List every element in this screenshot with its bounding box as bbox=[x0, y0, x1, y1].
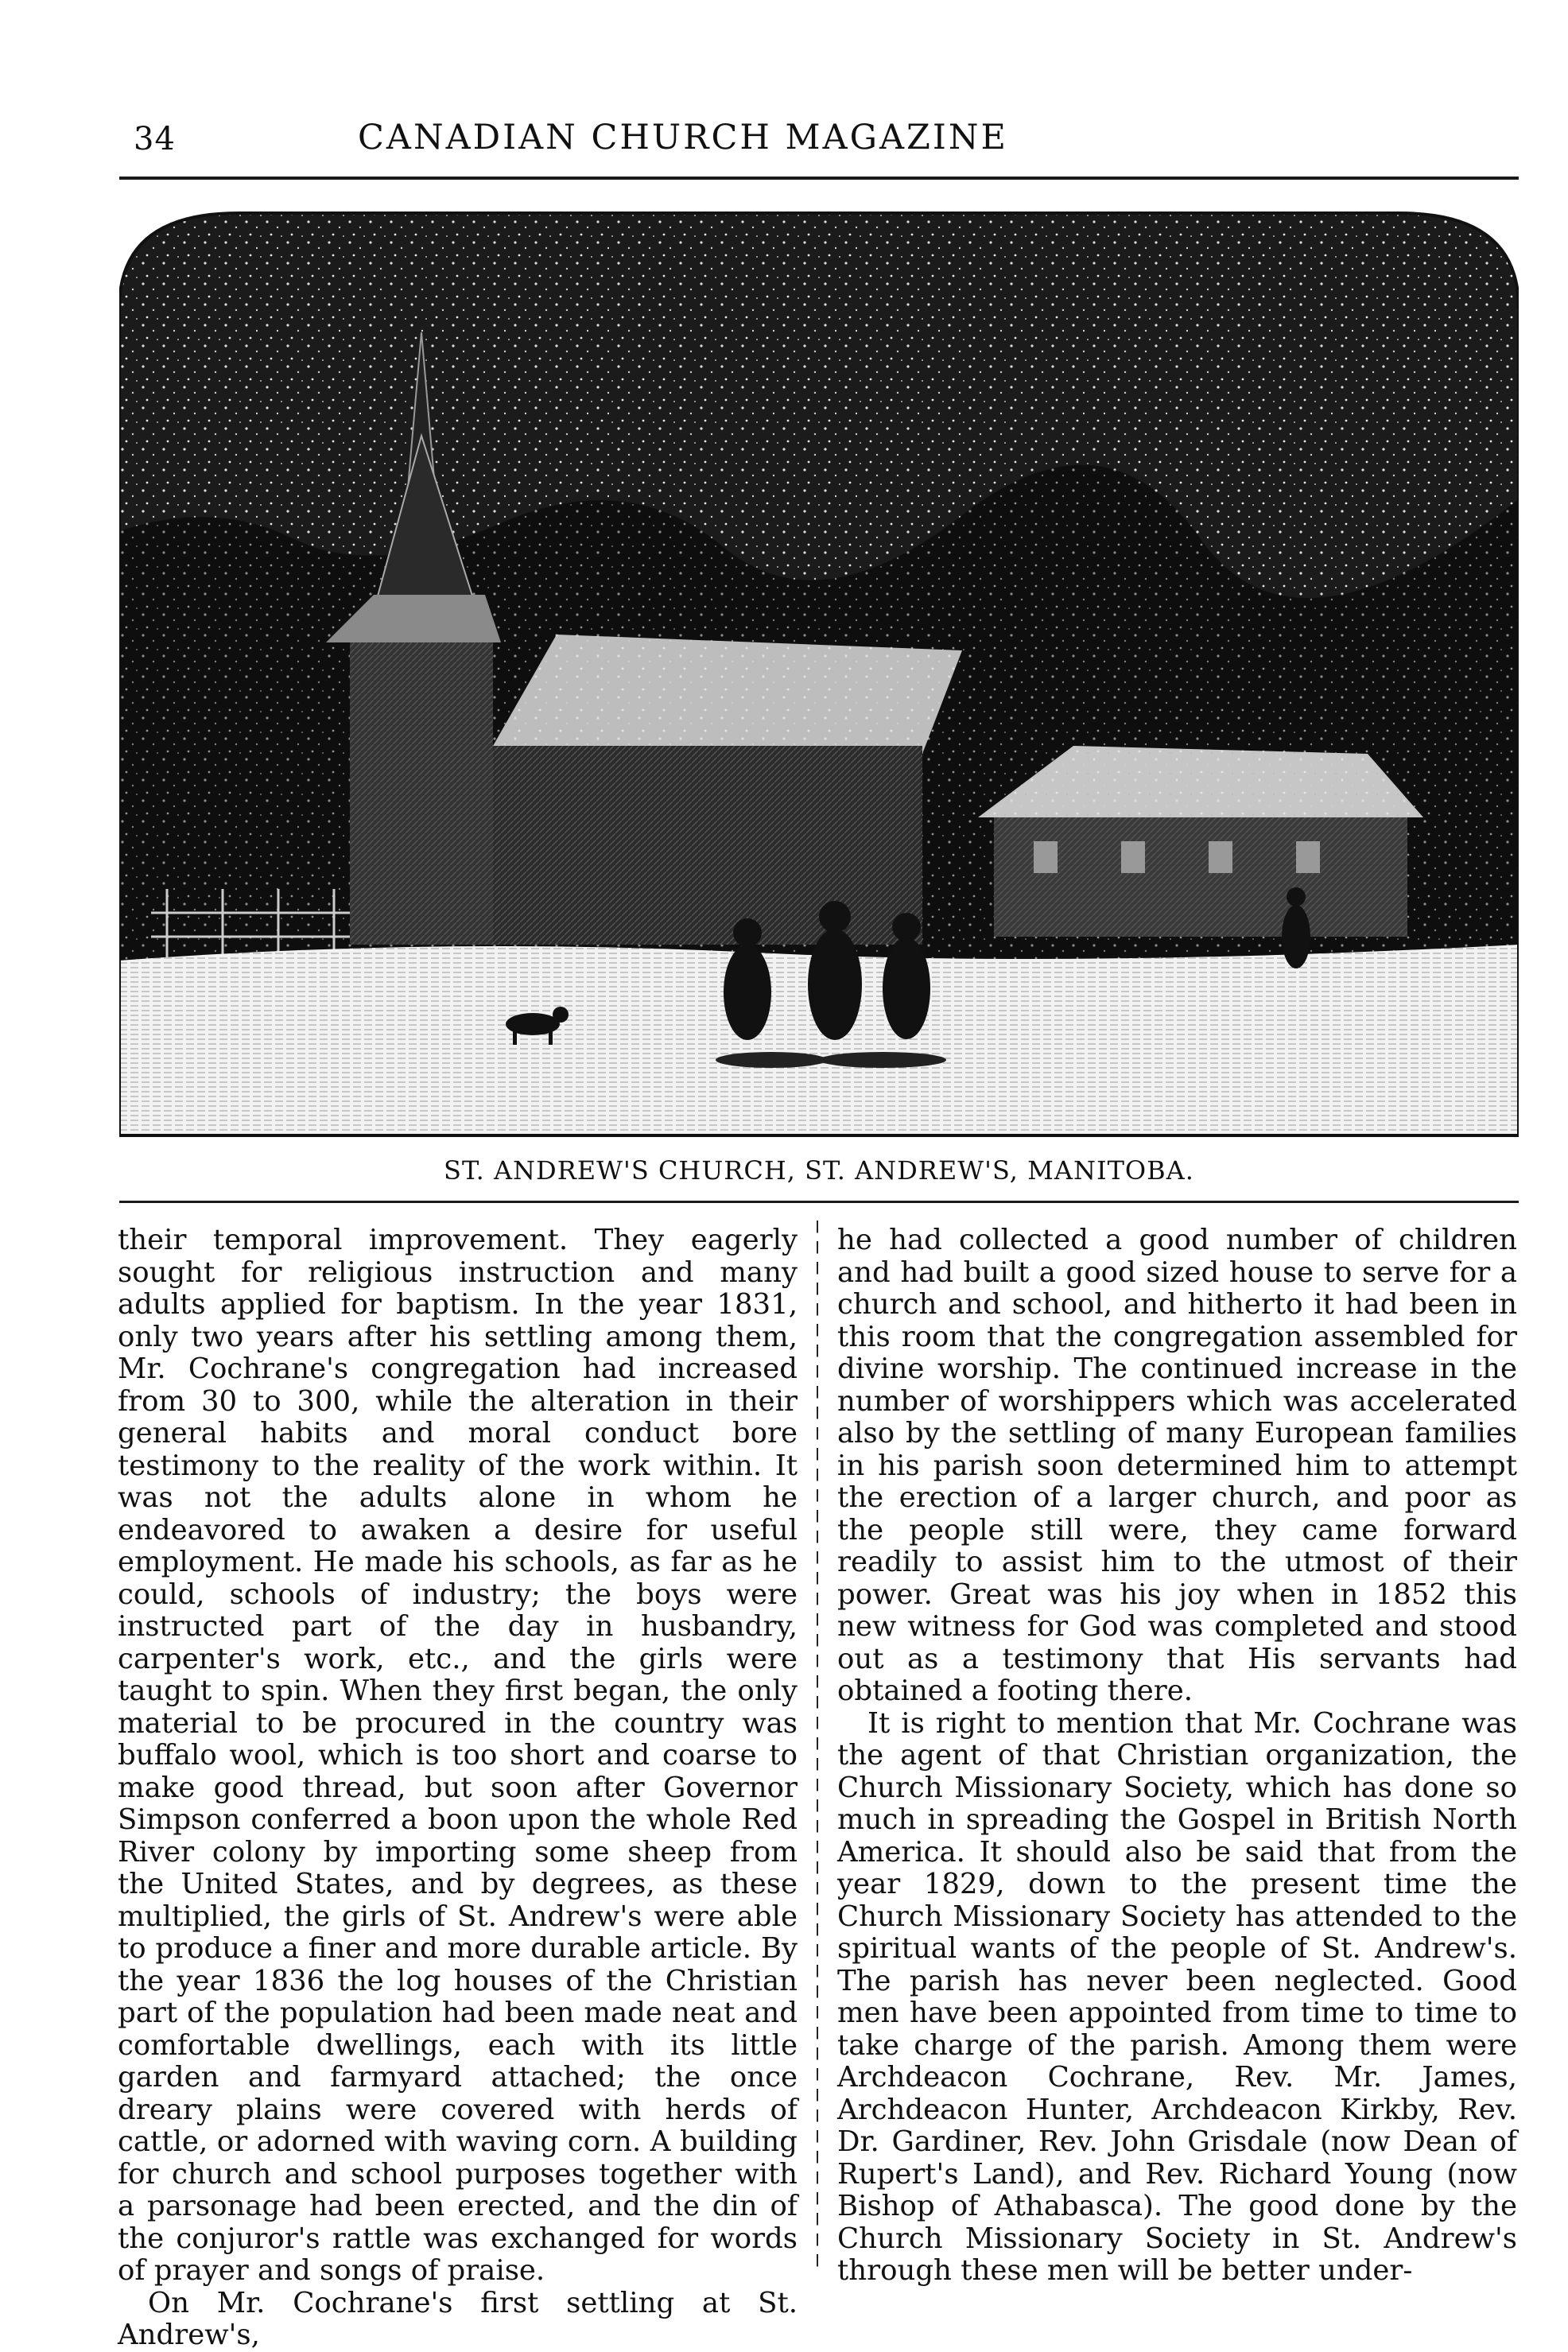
parsonage bbox=[978, 746, 1423, 937]
church-engraving bbox=[119, 197, 1519, 1137]
paragraph: It is right to mention that Mr. Cochrane was the agent of that Christian organization, the Church Missionary Society, which has done so much in spreading the Gospel in British North America. It should also be said that from the year 1829, down to the present time the Church Missionary Society has attended to the spiritual wants of the people of St. Andrew's. The parish has never been neglected. Good men have been appointed from time to time to take charge of the parish. Among them were Archdeacon Cochrane, Rev. Mr. James, Archdeacon Hunter, Archdeacon Kirkby, Rev. Dr. Gardiner, Rev. John Grisdale (now Dean of Rupert's Land), and Rev. Richard Young (now Bishop of Athabasca). The good done by the Church Missionary Society in St. Andrew's through these men will be better under- bbox=[837, 1706, 1517, 2287]
caption-rule bbox=[119, 1201, 1519, 1203]
article-right-column bbox=[837, 1224, 1517, 2287]
page-number: 34 bbox=[134, 121, 176, 157]
column-divider bbox=[817, 1221, 818, 2274]
header-rule bbox=[119, 177, 1519, 180]
paragraph: he had collected a good number of children and had built a good sized house to serve for a church and school, and hitherto it had been in this room that the congregation assembled for divine worship. The continued increase in the number of worshippers which was accelerated also by the settling of many European families in his parish soon determined him to attempt the erection of a larger church, and poor as the people still were, they came forward readily to assist him to the utmost of their power. Great was his joy when in 1852 this new witness for God was completed and stood out as a testimony that His servants had obtained a footing there. bbox=[837, 1224, 1517, 1707]
illustration-caption: ST. ANDREW'S CHURCH, ST. ANDREW'S, MANITOBA. bbox=[444, 1155, 1194, 1186]
magazine-title: CANADIAN CHURCH MAGAZINE bbox=[358, 118, 1008, 157]
paragraph: On Mr. Cochrane's first settling at St. Andrew's, bbox=[118, 2286, 798, 2351]
paragraph: their temporal improvement. They eagerly sought for religious instruction and many adults applied for baptism. In the year 1831, only two years after his settling among them, Mr. Cochrane's congregation had increased from 30 to 300, while the alteration in their general habits and moral conduct bore testimony to the reality of the work within. It was not the adults alone in whom he endeavored to awaken a desire for useful employment. He made his schools, as far as he could, schools of industry; the boys were instructed part of the day in husbandry, carpenter's work, etc., and the girls were taught to spin. When they first began, the only material to be procured in the country was buffalo wool, which is too short and coarse to make good thread, but soon after Governor Simpson conferred a boon upon the whole Red River colony by importing some sheep from the United States, and by degrees, as these multiplied, the girls of St. Andrew's were able to produce a finer and more durable article. By the year 1836 the log houses of the Christian part of the population had been made neat and comfortable dwellings, each with its little garden and farmyard attached; the once dreary plains were covered with herds of cattle, or adorned with waving corn. A building for church and school purposes together with a parsonage had been erected, and the din of the conjuror's rattle was exchanged for words of prayer and songs of praise. bbox=[118, 1224, 798, 2287]
article-left-column bbox=[118, 1224, 798, 2351]
church-nave bbox=[493, 635, 962, 945]
